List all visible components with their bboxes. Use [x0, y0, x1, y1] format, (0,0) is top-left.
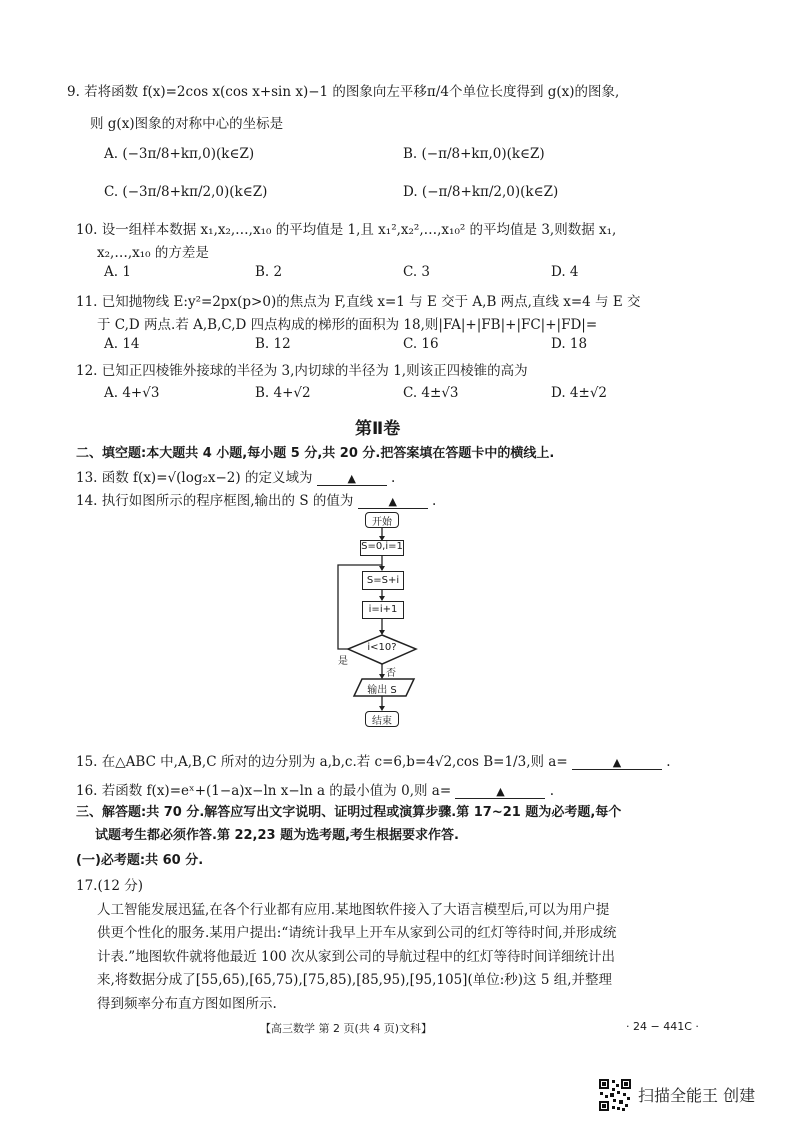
q15-period: .	[666, 754, 671, 770]
q10-option-a: A. 1	[104, 264, 131, 280]
q17-line1: 人工智能发展迅猛,在各个行业都有应用.某地图软件接入了大语言模型后,可以为用户提	[97, 902, 610, 918]
q11-option-a: A. 14	[104, 336, 140, 352]
q11-line2: 于 C,D 两点.若 A,B,C,D 四点构成的梯形的面积为 18,则|FA|+|FB|+|FC|+|FD|=	[97, 317, 598, 333]
flow-end: 结束	[365, 711, 399, 727]
required-subheading: (一)必考题:共 60 分.	[76, 853, 204, 868]
section-solutions-line1: 三、解答题:共 70 分.解答应写出文字说明、证明过程或演算步骤.第 17~21 题为必考题,每个	[76, 805, 622, 820]
flow-output: 输出 S	[367, 685, 397, 696]
q12-option-d: D. 4±√2	[551, 385, 608, 401]
qr-code-icon	[598, 1078, 632, 1112]
q12-option-b: B. 4+√2	[255, 385, 311, 401]
q15	[76, 750, 671, 770]
q12-line1: 12. 已知正四棱锥外接球的半径为 3,内切球的半径为 1,则该正四棱锥的高为	[76, 363, 528, 379]
q13-answer-blank: ▲	[317, 473, 387, 486]
q14-period: .	[431, 493, 437, 509]
q10-line1: 10. 设一组样本数据 x₁,x₂,…,x₁₀ 的平均值是 1,且 x₁²,x₂²,…,x₁₀² 的平均值是 3,则数据 x₁,	[76, 222, 617, 238]
q14-answer-blank: ▲	[358, 496, 428, 509]
q13-text: 13. 函数 f(x)=√(log₂x−2) 的定义域为	[76, 470, 313, 486]
q11-option-c: C. 16	[403, 336, 439, 352]
q14	[76, 489, 436, 509]
q12-option-c: C. 4±√3	[403, 385, 459, 401]
section-fill-in-heading: 二、填空题:本大题共 4 小题,每小题 5 分,共 20 分.把答案填在答题卡中的横线上.	[76, 446, 555, 461]
q17-line3: 计表.”地图软件就将他最近 100 次从家到公司的导航过程中的红灯等待时间详细统计出	[97, 949, 616, 965]
q9-line2: 则 g(x)图象的对称中心的坐标是	[90, 116, 284, 132]
q11-option-d: D. 18	[551, 336, 588, 352]
q13-period: .	[391, 470, 396, 486]
q11-option-b: B. 12	[255, 336, 291, 352]
q16-answer-blank: ▲	[455, 786, 545, 799]
q10-option-d: D. 4	[551, 264, 579, 280]
q16	[76, 779, 554, 799]
section-solutions-line2: 试题考生都必须作答.第 22,23 题为选考题,考生根据要求作答.	[95, 828, 459, 843]
q9-option-c: C. (−3π/8+kπ/2,0)(k∈Z)	[104, 184, 268, 200]
q16-text: 16. 若函数 f(x)=eˣ+(1−a)x−ln x−ln a 的最小值为 0,则 a=	[76, 783, 452, 799]
q10-option-c: C. 3	[403, 264, 431, 280]
q9-option-d: D. (−π/8+kπ/2,0)(k∈Z)	[403, 184, 559, 200]
q9-option-b: B. (−π/8+kπ,0)(k∈Z)	[403, 146, 545, 162]
flow-start: 开始	[365, 512, 399, 528]
q15-text: 15. 在△ABC 中,A,B,C 所对的边分别为 a,b,c.若 c=6,b=4√2,cos B=1/3,则 a=	[76, 754, 568, 770]
q16-period: .	[549, 783, 555, 799]
q9-option-a: A. (−3π/8+kπ,0)(k∈Z)	[104, 146, 255, 162]
q11-line1: 11. 已知抛物线 E:y²=2px(p>0)的焦点为 F,直线 x=1 与 E 交于 A,B 两点,直线 x=4 与 E 交	[76, 294, 641, 310]
flow-yes-label: 是	[338, 656, 348, 667]
q10-option-b: B. 2	[255, 264, 283, 280]
q17-line2: 供更个性化的服务.某用户提出:“请统计我早上开车从家到公司的红灯等待时间,并形成统	[97, 925, 617, 941]
q15-answer-blank: ▲	[572, 757, 662, 770]
flow-step-increment: i=i+1	[362, 601, 404, 619]
q17-line4: 来,将数据分成了[55,65),[65,75),[75,85),[85,95),[95,105](单位:秒)这 5 组,并整理	[97, 972, 612, 988]
flow-init: S=0,i=1	[360, 540, 404, 556]
q13	[76, 466, 395, 486]
footer-code: · 24 − 441C ·	[626, 1020, 699, 1033]
flow-no-label: 否	[386, 668, 396, 679]
q17-heading: 17.(12 分)	[76, 878, 143, 894]
q12-option-a: A. 4+√3	[104, 385, 160, 401]
part-two-title: 第Ⅱ卷	[355, 419, 401, 439]
q10-line2: x₂,…,x₁₀ 的方差是	[97, 245, 209, 261]
flow-step-sum: S=S+i	[362, 571, 404, 590]
q9-line1: 9. 若将函数 f(x)=2cos x(cos x+sin x)−1 的图象向左平移π/4个单位长度得到 g(x)的图象,	[67, 84, 620, 100]
footer-page-info: 【高三数学 第 2 页(共 4 页)文科】	[260, 1022, 433, 1035]
flow-condition: i<10?	[367, 642, 397, 653]
q14-text: 14. 执行如图所示的程序框图,输出的 S 的值为	[76, 493, 354, 509]
q17-line5: 得到频率分布直方图如图所示.	[97, 996, 277, 1012]
scanner-watermark: 扫描全能王 创建	[638, 1086, 756, 1105]
